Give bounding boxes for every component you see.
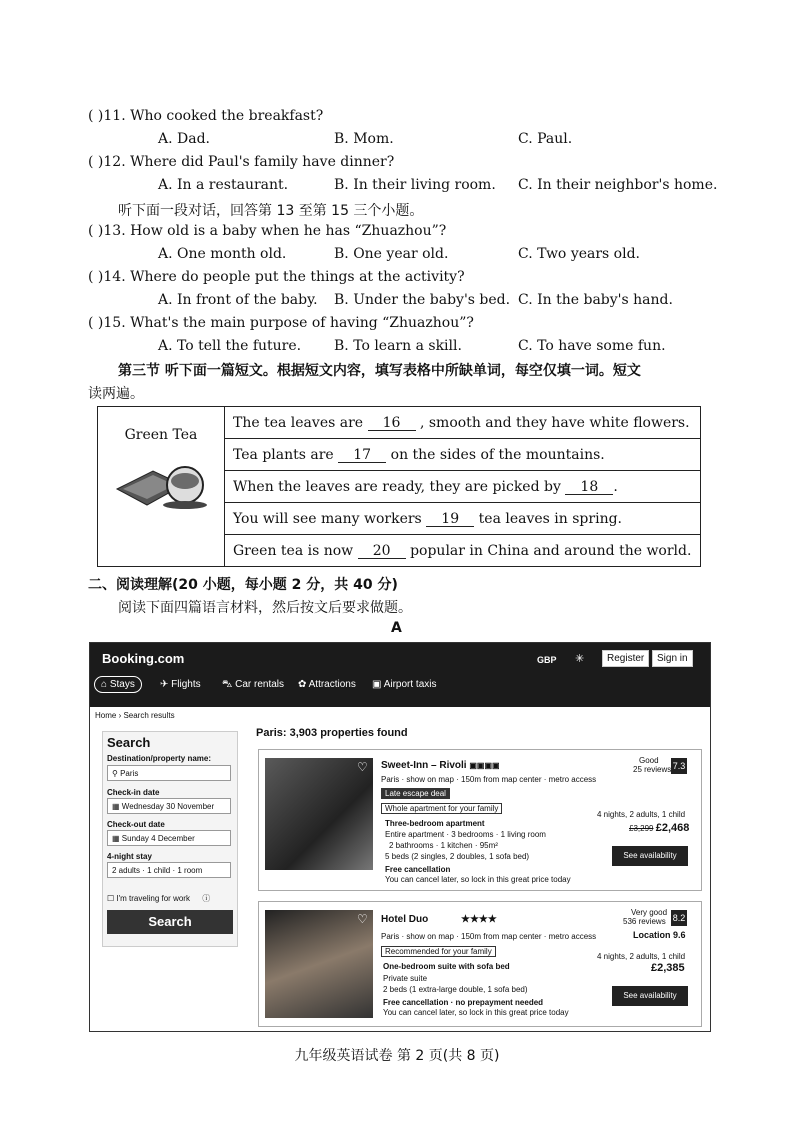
price: £2,385	[651, 962, 685, 974]
nav-stays[interactable]: ⌂ Stays	[94, 676, 142, 693]
booking-logo[interactable]: Booking.com	[102, 651, 185, 666]
booking-screenshot	[89, 642, 711, 1032]
hotel-location[interactable]: Paris · show on map · 150m from map center · metro access	[381, 775, 597, 784]
table-row-20: Green tea is now 20 popular in China and around the world.	[225, 535, 701, 567]
q12-option-c: C. In their neighbor's home.	[518, 177, 718, 193]
price: £3,299 £2,468	[629, 822, 690, 834]
guests-select[interactable]: 2 adults · 1 child · 1 room	[107, 862, 231, 878]
blank-17[interactable]: 17	[338, 448, 386, 463]
question-15: ( )15. What's the main purpose of having “Zhuazhou”?	[88, 315, 474, 331]
part2-title: 二、阅读理解(20 小题，每小题 2 分，共 40 分)	[88, 577, 398, 593]
work-travel-checkbox[interactable]: ☐ I'm traveling for work ⓘ	[107, 894, 211, 903]
review-count: 536 reviews	[623, 917, 666, 926]
review-count: 25 reviews	[633, 765, 672, 774]
q12-option-a: A. In a restaurant.	[158, 177, 289, 193]
q14-option-b: B. Under the baby's bed.	[334, 292, 511, 308]
table-row-18: When the leaves are ready, they are picked by 18 .	[225, 471, 701, 503]
instruction-13-15: 听下面一段对话，回答第 13 至第 15 三个小题。	[118, 203, 424, 219]
room-type: One-bedroom suite with sofa bed	[383, 962, 510, 971]
tea-cup-image	[113, 451, 209, 511]
blank-16[interactable]: 16	[368, 416, 416, 431]
q15-option-a: A. To tell the future.	[158, 338, 302, 354]
q15-option-c: C. To have some fun.	[518, 338, 666, 354]
cancellation: Free cancellation	[385, 865, 451, 874]
hotel-card[interactable]	[258, 901, 702, 1027]
nav-car-rentals[interactable]: ⛍ Car rentals	[222, 679, 284, 690]
question-13: ( )13. How old is a baby when he has “Zhuazhou”?	[88, 223, 447, 239]
plane-icon: ✈	[160, 679, 169, 690]
calendar-icon: ▦	[112, 834, 120, 843]
see-availability-button[interactable]: See availability	[612, 846, 688, 866]
nav-attractions[interactable]: ✿ Attractions	[298, 679, 356, 690]
family-badge: Whole apartment for your family	[381, 803, 502, 814]
room-detail: Private suite	[383, 974, 428, 983]
q14-option-c: C. In the baby's hand.	[518, 292, 673, 308]
location-score: Location 9.6	[633, 930, 686, 940]
q15-option-b: B. To learn a skill.	[334, 338, 462, 354]
hotel-name[interactable]: Sweet-Inn – Rivoli ▣▣▣▣	[381, 760, 500, 771]
room-detail: 2 bathrooms · 1 kitchen · 95m²	[389, 841, 498, 850]
destination-input[interactable]: ⚲ Paris	[107, 765, 231, 781]
help-icon: ⓘ	[202, 894, 211, 903]
breadcrumb[interactable]: Home › Search results	[95, 711, 175, 720]
page-footer: 九年级英语试卷 第 2 页(共 8 页)	[294, 1048, 500, 1064]
family-badge: Recommended for your family	[381, 946, 496, 957]
q13-option-a: A. One month old.	[158, 246, 287, 262]
question-11: ( )11. Who cooked the breakfast?	[88, 108, 324, 124]
search-button[interactable]: Search	[107, 910, 233, 934]
rating-word: Very good	[631, 908, 668, 917]
register-button[interactable]: Register	[602, 650, 649, 667]
q13-option-b: B. One year old.	[334, 246, 449, 262]
search-panel	[102, 731, 238, 947]
q11-option-a: A. Dad.	[158, 131, 210, 147]
calendar-icon: ▦	[112, 802, 120, 811]
room-detail: 2 beds (1 extra-large double, 1 sofa bed)	[383, 985, 528, 994]
blank-19[interactable]: 19	[426, 512, 474, 527]
q12-option-b: B. In their living room.	[334, 177, 496, 193]
table-row-19: You will see many workers 19 tea leaves in spring.	[225, 503, 701, 535]
heart-icon[interactable]: ♡	[357, 760, 368, 774]
checkout-label: Check-out date	[107, 820, 165, 829]
table-row-17: Tea plants are 17 on the sides of the mountains.	[225, 439, 701, 471]
hotel-photo[interactable]	[265, 910, 373, 1018]
nav-airport-taxis[interactable]: ▣ Airport taxis	[372, 679, 437, 690]
q11-option-b: B. Mom.	[334, 131, 394, 147]
q13-option-c: C. Two years old.	[518, 246, 641, 262]
room-detail: Entire apartment · 3 bedrooms · 1 living room	[385, 830, 546, 839]
booking-header	[90, 643, 710, 707]
cancellation-note: You can cancel later, so lock in this great price today	[385, 875, 571, 884]
green-tea-cell	[98, 407, 225, 567]
signin-button[interactable]: Sign in	[652, 650, 693, 667]
deal-badge: Late escape deal	[381, 788, 450, 799]
results-count: Paris: 3,903 properties found	[256, 727, 408, 739]
rating-word: Good	[639, 756, 659, 765]
currency-selector[interactable]: GBP	[537, 655, 557, 665]
star-icon: ★★★★	[461, 914, 497, 925]
bed-icon: ⌂	[101, 679, 108, 690]
search-title: Search	[107, 735, 151, 750]
blank-20[interactable]: 20	[358, 544, 406, 559]
checkin-input[interactable]: ▦ Wednesday 30 November	[107, 798, 231, 814]
destination-label: Destination/property name:	[107, 754, 212, 763]
attractions-icon: ✿	[298, 679, 307, 690]
heart-icon[interactable]: ♡	[357, 912, 368, 926]
room-detail: 5 beds (2 singles, 2 doubles, 1 sofa bed)	[385, 852, 530, 861]
nav-flights[interactable]: ✈ Flights	[160, 679, 201, 690]
green-tea-table	[97, 406, 701, 567]
section3-instruction-cont: 读两遍。	[88, 386, 144, 402]
hotel-card[interactable]	[258, 749, 702, 891]
stay-length-label: 4-night stay	[107, 852, 152, 861]
search-icon: ⚲	[112, 769, 118, 778]
green-tea-label: Green Tea	[124, 427, 198, 443]
cancellation-note: You can cancel later, so lock in this great price today	[383, 1008, 569, 1017]
cancellation: Free cancellation · no prepayment needed	[383, 998, 544, 1007]
hotel-photo[interactable]	[265, 758, 373, 870]
car-icon: ⛍	[222, 679, 233, 690]
review-score: 8.2	[671, 910, 687, 926]
taxi-icon: ▣	[372, 679, 382, 690]
passage-label: A	[391, 620, 402, 636]
question-12: ( )12. Where did Paul's family have dinner?	[88, 154, 395, 170]
q11-option-c: C. Paul.	[518, 131, 573, 147]
table-row-16: The tea leaves are 16 , smooth and they have white flowers.	[225, 407, 701, 439]
question-14: ( )14. Where do people put the things at the activity?	[88, 269, 465, 285]
blank-18[interactable]: 18	[565, 480, 613, 495]
q14-option-a: A. In front of the baby.	[158, 292, 318, 308]
flag-icon[interactable]: ✳	[575, 653, 585, 665]
section3-instruction: 第三节 听下面一篇短文。根据短文内容，填写表格中所缺单词，每空仅填一词。短文	[118, 363, 641, 379]
review-score: 7.3	[671, 758, 687, 774]
stay-summary: 4 nights, 2 adults, 1 child	[597, 952, 686, 961]
hotel-location[interactable]: Paris · show on map · 150m from map center · metro access	[381, 932, 597, 941]
stay-summary: 4 nights, 2 adults, 1 child	[597, 810, 686, 819]
see-availability-button[interactable]: See availability	[612, 986, 688, 1006]
checkin-label: Check-in date	[107, 788, 160, 797]
rating-squares-icon: ▣▣▣▣	[469, 761, 500, 770]
part2-instruction: 阅读下面四篇语言材料，然后按文后要求做题。	[118, 600, 412, 616]
checkout-input[interactable]: ▦ Sunday 4 December	[107, 830, 231, 846]
room-type: Three-bedroom apartment	[385, 819, 485, 828]
hotel-name[interactable]: Hotel Duo ★★★★	[381, 914, 497, 925]
